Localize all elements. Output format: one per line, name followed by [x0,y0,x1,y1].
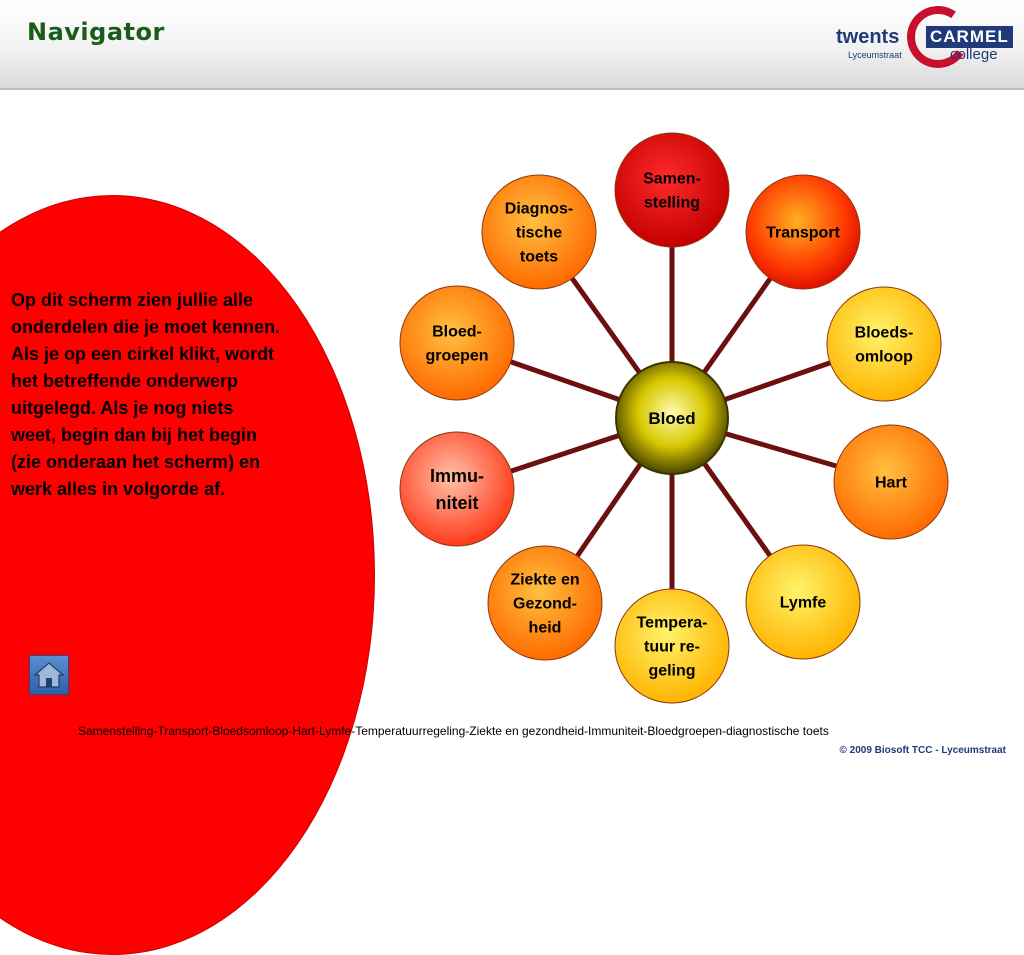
copyright: © 2009 Biosoft TCC - Lyceumstraat [839,745,1006,756]
node-label-bloedsomloop: Bloeds- [854,324,914,342]
logo-name-left: twents [836,26,900,48]
node-bloed-center[interactable] [616,362,728,474]
node-label-diagnostische-toets: tische [515,224,563,242]
node-samenstelling[interactable] [615,133,729,247]
node-ziekte-en-gezondheid[interactable] [488,546,602,660]
node-temperatuurregeling[interactable] [615,589,729,703]
node-label-immuniteit: Immu- [430,465,484,486]
node-label-temperatuurregeling: geling [648,662,696,680]
node-label-diagnostische-toets: Diagnos- [504,200,574,218]
node-bloedgroepen[interactable] [400,286,514,400]
logo-sub-left: Lyceumstraat [848,50,902,60]
node-label-samenstelling: Samen- [643,170,701,188]
node-transport[interactable] [746,175,860,289]
node-hart[interactable] [834,425,948,539]
node-label-bloedgroepen: Bloed- [432,323,482,341]
node-circle-bloedgroepen[interactable] [400,286,514,400]
node-immuniteit[interactable] [400,432,514,546]
node-label-lymfe: Lymfe [779,594,827,612]
node-label-transport: Transport [766,224,840,242]
node-label-ziekte-en-gezondheid: Ziekte en [510,571,580,589]
node-label-hart: Hart [874,474,908,492]
page-title: Navigator [27,18,165,46]
node-label-temperatuurregeling: tuur re- [644,638,700,656]
node-label-diagnostische-toets: toets [519,248,559,266]
intro-text: Op dit scherm zien jullie alle onderdelen die je moet kennen. Als je op een cirkel klikt, wordt het betreffende onderwerp uitgelegd. Als je nog niets weet, begin dan bij het begin (zie onderaan het scherm) en werk alles in volgorde af. [11,290,281,499]
topic-sequence: Samenstelling-Transport-Bloedsomloop-Hart-Lymfe-Temperatuurregeling-Ziekte en gezondheid-Immuniteit-Bloedgroepen-diagnostische toets [78,724,829,738]
node-diagnostische-toets[interactable] [482,175,596,289]
node-circle-samenstelling[interactable] [615,133,729,247]
node-circle-immuniteit[interactable] [400,432,514,546]
node-circle-bloedsomloop[interactable] [827,287,941,401]
node-label-samenstelling: stelling [643,194,701,212]
node-label-bloedgroepen: groepen [425,347,489,365]
center-label: Bloed [648,409,696,428]
node-label-ziekte-en-gezondheid: Gezond- [513,595,577,613]
node-label-temperatuurregeling: Tempera- [636,614,708,632]
node-lymfe[interactable] [746,545,860,659]
logo-sub-right: college [950,46,998,63]
logo-name-right: CARMEL [926,26,1013,48]
node-label-ziekte-en-gezondheid: heid [528,619,562,637]
node-label-immuniteit: niteit [435,492,479,513]
node-label-bloedsomloop: omloop [855,348,913,366]
node-bloedsomloop[interactable] [827,287,941,401]
